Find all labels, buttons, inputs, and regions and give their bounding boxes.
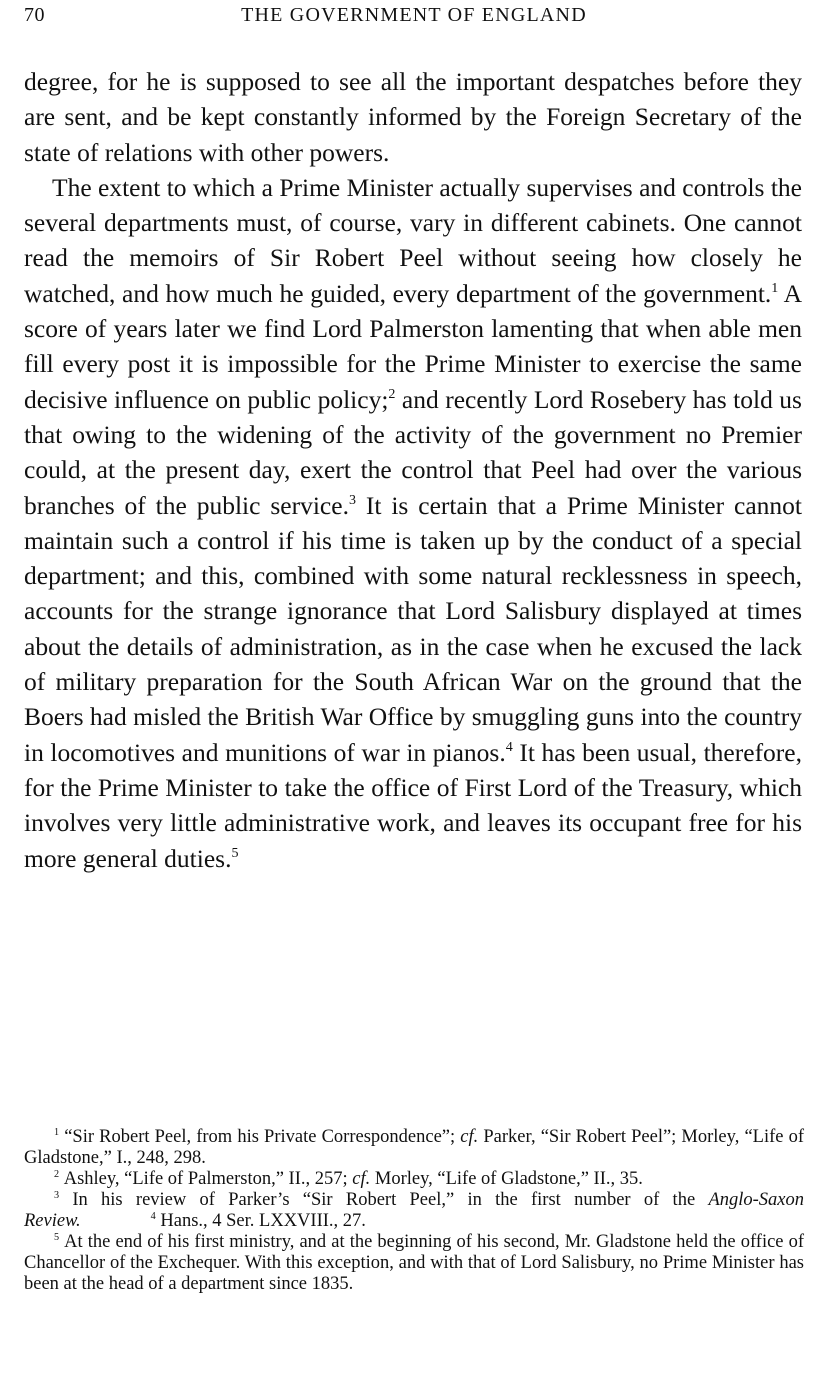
footnote-ref-2: 2 — [388, 386, 396, 402]
body-text — [24, 64, 802, 876]
paragraph-2: The extent to which a Prime Minister actually supervises and controls the several departments must, of course, vary in different cabinets. One cannot read the memoirs of Sir Robert Peel without seeing how closely he watched, and how much he guided, every department of the government.$^1$ A score of years later we find Lord Palmerston lamenting that when able men fill every post it is impossible for the Prime Minister to exercise the same decisive influence on public policy;$^2$ and recently Lord Rosebery has told us that owing to the widening of the activity of the government no Premier could, at the present day, exert the control that Peel had over the various branches of the public service.$^3$ It is certain that a Prime Minister cannot maintain such a control if his time is taken up by the conduct of a special department; and this, combined with some natural recklessness in speech, accounts for the strange ignorance that Lord Salisbury displayed at times about the details of administration, as in the case when he excused the lack of military preparation for the South African War on the ground that the Boers had misled the British War Office by smuggling guns into the country in locomotives and munitions of war in pianos.$^4$ It has been usual, therefore, for the Prime Minister to take the office of First Lord of the Treasury, which involves very little administrative work, and leaves its occupant free for his more general duties.$^5$ — [24, 172, 802, 873]
page-header — [24, 4, 804, 32]
footnote-ref-1: 1 — [771, 280, 779, 296]
running-title: THE GOVERNMENT OF ENGLAND — [241, 4, 587, 26]
footnote-3: $^3$ In his review of Parker’s “Sir Robert Peel,” in the first number of the Anglo-Saxon Review. $^4$ Hans., 4 Ser. LXXVIII., 27. — [24, 1189, 804, 1231]
footnote-ref-4: 4 — [505, 739, 513, 755]
footnote-4: $^4$ Hans., 4 Ser. LXXVIII., 27. — [150, 1210, 366, 1231]
footnote-5: $^5$ At the end of his first ministry, and at the beginning of his second, Mr. Gladstone held the office of Chancellor of the Exchequer. With this exception, and with that of Lord Salisbury, no Prime Minister has been at the head of a department since 1835. — [24, 1231, 805, 1294]
footnotes — [24, 1127, 804, 1295]
paragraph-1: degree, for he is supposed to see all the important despatches before they are sent, and be kept constantly informed by the Foreign Secretary of the state of relations with other powers. — [24, 67, 802, 167]
footnote-2: $^2$ Ashley, “Life of Palmerston,” II., 257; cf. Morley, “Life of Gladstone,” II., 35. — [54, 1168, 643, 1189]
footnote-1: $^1$ “Sir Robert Peel, from his Private Correspondence”; cf. Parker, “Sir Robert Peel”; Morley, “Life of Gladstone,” I., 248, 298. — [24, 1126, 805, 1168]
footnote-ref-5: 5 — [231, 845, 239, 861]
page-number: 70 — [24, 4, 45, 26]
footnote-ref-3: 3 — [348, 492, 356, 508]
